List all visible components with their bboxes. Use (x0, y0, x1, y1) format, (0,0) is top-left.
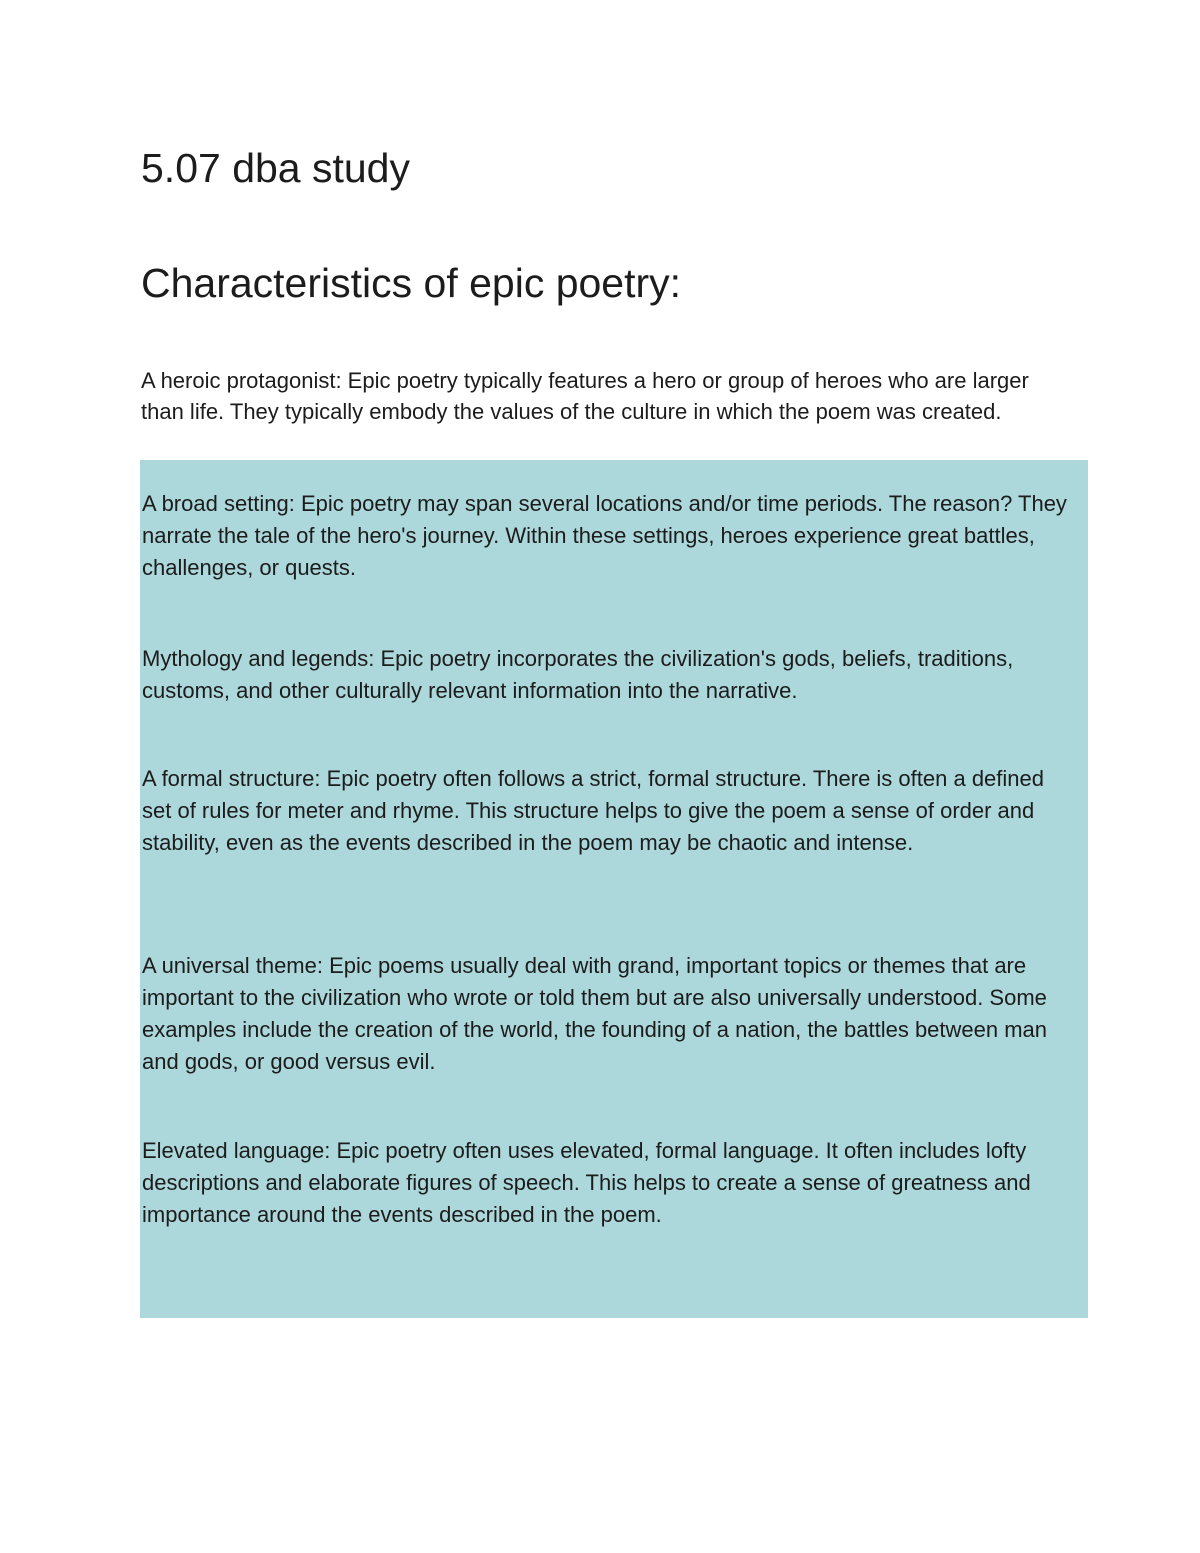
formal-structure-paragraph: A formal structure: Epic poetry often follows a strict, formal structure. There is often a defined set of rules for meter and rhyme. This structure helps to give the poem a sense of order and stability, even as the events described in the poem may be chaotic and intense. (142, 766, 1044, 855)
elevated-language-paragraph: Elevated language: Epic poetry often uses elevated, formal language. It often includes lofty descriptions and elaborate figures of speech. This helps to create a sense of greatness and importance around the events described in the poem. (142, 1138, 1031, 1227)
section-heading: Characteristics of epic poetry: (141, 260, 682, 306)
highlighted-characteristics-block (140, 460, 1088, 1318)
mythology-legends-paragraph: Mythology and legends: Epic poetry incorporates the civilization's gods, beliefs, traditions, customs, and other culturally relevant information into the narrative. (142, 646, 1014, 703)
universal-theme-paragraph: A universal theme: Epic poems usually deal with grand, important topics or themes that are important to the civilization who wrote or told them but are also universally understood. Some examples include the creation of the world, the founding of a nation, the battles between man and gods, or good versus evil. (142, 953, 1048, 1074)
heroic-protagonist-paragraph: A heroic protagonist: Epic poetry typically features a hero or group of heroes who are larger than life. They typically embody the values of the culture in which the poem was created. (141, 368, 1029, 424)
broad-setting-paragraph: A broad setting: Epic poetry may span several locations and/or time periods. The reason? They narrate the tale of the hero's journey. Within these settings, heroes experience great battles, challenges, or quests. (142, 491, 1067, 580)
page-title: 5.07 dba study (141, 145, 410, 191)
